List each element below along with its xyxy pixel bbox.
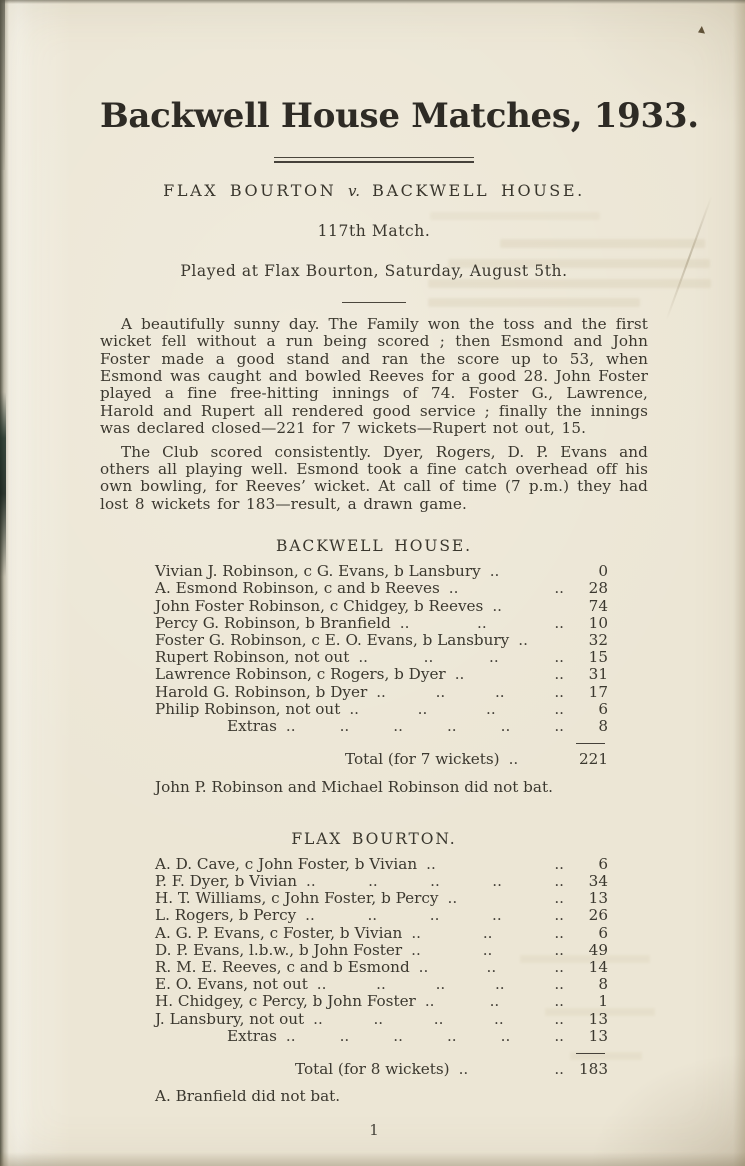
- batting-row: [155, 615, 608, 632]
- batsman-dismissal: John Foster Robinson, c Chidgey, b Reeves: [155, 596, 484, 615]
- batsman-dismissal: P. F. Dyer, b Vivian: [155, 871, 297, 890]
- paper-crease: [665, 196, 712, 321]
- binding-edge-shadow: [0, 0, 5, 170]
- dot-leaders: .. .. .. .. ..: [305, 907, 564, 925]
- batting-row: [155, 942, 608, 959]
- runs-value: 6: [598, 923, 608, 942]
- page-content: [100, 0, 699, 1140]
- batsman-dismissal: E. O. Evans, not out: [155, 975, 308, 994]
- batsman-dismissal: Philip Robinson, not out: [155, 699, 341, 718]
- runs-value: 17: [588, 682, 608, 701]
- team-heading: BACKWELL HOUSE.: [276, 537, 472, 556]
- did-not-bat-note: John P. Robinson and Michael Robinson did not bat.: [155, 777, 553, 796]
- batting-row: [155, 1028, 608, 1045]
- batsman-dismissal: Percy G. Robinson, b Branfield: [155, 613, 391, 632]
- runs-value: 13: [588, 1026, 608, 1045]
- dot-leaders: .. .. .. ..: [376, 683, 564, 701]
- total-row: [155, 1061, 608, 1078]
- short-rule: [342, 302, 406, 303]
- double-rule: [274, 157, 474, 163]
- batsman-dismissal: A. D. Cave, c John Foster, b Vivian: [155, 854, 418, 873]
- match-number-line: 117th Match.: [317, 221, 431, 240]
- batsman-dismissal: Extras: [227, 717, 277, 736]
- batting-row: [155, 580, 608, 597]
- batting-row: [155, 976, 608, 993]
- report-paragraph-2: The Club scored consistently. Dyer, Rogers, D. P. Evans and others all playing well. Esmond took a fine catch overhead off his own bowling, for Reeves’ wicket. At call of time (7 p.m.) they had lost 8 wickets for 183—result, a drawn game.: [100, 442, 648, 513]
- did-not-bat-note: A. Branfield did not bat.: [155, 1087, 341, 1106]
- runs-value: 6: [598, 854, 608, 873]
- dot-leaders: .. ..: [454, 666, 564, 684]
- total-label: Total (for 8 wickets): [295, 1059, 450, 1078]
- total-runs: 221: [579, 750, 608, 769]
- dot-leaders: ..: [508, 751, 519, 769]
- runs-value: 34: [588, 871, 608, 890]
- batting-row: [155, 856, 608, 873]
- runs-value: 8: [598, 975, 608, 994]
- dot-leaders: .. ..: [447, 890, 564, 908]
- page-number: 1: [369, 1121, 379, 1140]
- total-label: Total (for 7 wickets): [345, 750, 500, 769]
- dot-leaders: .. .. ..: [399, 614, 564, 632]
- batting-row: [155, 907, 608, 924]
- runs-value: 31: [588, 665, 608, 684]
- runs-value: 26: [588, 906, 608, 925]
- fixture-away-team: BACKWELL HOUSE.: [372, 180, 585, 200]
- batsman-dismissal: Extras: [227, 1026, 277, 1045]
- batting-row: [155, 666, 608, 683]
- page-title: Backwell House Matches, 1933.: [100, 96, 699, 136]
- batsman-dismissal: Vivian J. Robinson, c G. Evans, b Lansbury: [155, 562, 481, 581]
- dot-leaders: .. .. .. .. ..: [313, 1010, 564, 1028]
- runs-value: 49: [588, 940, 608, 959]
- batsman-dismissal: Rupert Robinson, not out: [155, 648, 350, 667]
- batsman-dismissal: Foster G. Robinson, c E. O. Evans, b Lansbury: [155, 631, 510, 650]
- runs-value: 74: [588, 596, 608, 615]
- dot-leaders: .. ..: [426, 855, 564, 873]
- batting-row: [155, 632, 608, 649]
- dot-leaders: .. .. .. ..: [349, 700, 564, 718]
- batsman-dismissal: H. Chidgey, c Percy, b John Foster: [155, 992, 416, 1011]
- dot-leaders: .. .. .. .. ..: [316, 976, 564, 994]
- batting-row: [155, 890, 608, 907]
- runs-value: 10: [588, 613, 608, 632]
- batting-row: [155, 993, 608, 1010]
- total-block: [155, 743, 608, 768]
- batting-row: [155, 873, 608, 890]
- dot-leaders: .. .. .. .. .. ..: [285, 718, 564, 736]
- total-block: [155, 1053, 608, 1078]
- batting-row: [155, 649, 608, 666]
- dot-leaders: .. .. .. .. .. ..: [285, 1027, 564, 1045]
- runs-value: 15: [588, 648, 608, 667]
- batsman-dismissal: A. G. P. Evans, c Foster, b Vivian: [155, 923, 403, 942]
- batsman-dismissal: D. P. Evans, l.b.w., b John Foster: [155, 940, 403, 959]
- runs-value: 1: [598, 992, 608, 1011]
- venue-line: Played at Flax Bourton, Saturday, August 5th.: [180, 261, 568, 280]
- batsman-dismissal: H. T. Williams, c John Foster, b Percy: [155, 889, 439, 908]
- runs-value: 28: [588, 579, 608, 598]
- runs-value: 32: [588, 631, 608, 650]
- batting-scorecard: [155, 563, 608, 735]
- runs-value: 6: [598, 699, 608, 718]
- batsman-dismissal: R. M. E. Reeves, c and b Esmond: [155, 957, 410, 976]
- batting-row: [155, 1011, 608, 1028]
- batsman-dismissal: Lawrence Robinson, c Rogers, b Dyer: [155, 665, 446, 684]
- dot-leaders: ..: [492, 597, 502, 615]
- dot-leaders: .. ..: [458, 1060, 564, 1078]
- batsman-dismissal: A. Esmond Robinson, c and b Reeves: [155, 579, 440, 598]
- dot-leaders: .. .. ..: [411, 941, 564, 959]
- total-rule: [576, 1053, 605, 1054]
- runs-value: 13: [588, 1009, 608, 1028]
- total-row: [155, 751, 608, 768]
- batsman-dismissal: J. Lansbury, not out: [155, 1009, 305, 1028]
- innings-backwell-house: [100, 537, 648, 795]
- fixture-home-team: FLAX BOURTON: [163, 180, 337, 200]
- dot-leaders: .. .. ..: [418, 958, 564, 976]
- batting-row: [155, 925, 608, 942]
- fixture-versus: v.: [348, 181, 361, 200]
- batting-row: [155, 598, 608, 615]
- runs-value: 8: [598, 717, 608, 736]
- batsman-dismissal: L. Rogers, b Percy: [155, 906, 297, 925]
- binding-edge-dark-green: [0, 392, 6, 577]
- batsman-dismissal: Harold G. Robinson, b Dyer: [155, 682, 368, 701]
- dot-leaders: .. .. .. .. ..: [306, 872, 564, 890]
- runs-value: 0: [598, 562, 608, 581]
- total-rule: [576, 743, 605, 744]
- dot-leaders: ..: [489, 563, 500, 581]
- batting-scorecard: [155, 856, 608, 1045]
- runs-value: 13: [588, 889, 608, 908]
- team-heading: FLAX BOURTON.: [291, 829, 457, 848]
- batting-row: [155, 701, 608, 718]
- runs-value: 14: [588, 957, 608, 976]
- dot-leaders: ..: [518, 632, 528, 650]
- batting-row: [155, 563, 608, 580]
- ink-speck: [698, 26, 705, 34]
- fixture-heading: [100, 181, 648, 200]
- dot-leaders: .. .. ..: [424, 993, 564, 1011]
- batting-row: [155, 718, 608, 735]
- dot-leaders: .. .. ..: [411, 924, 564, 942]
- dot-leaders: .. .. .. ..: [358, 649, 564, 667]
- total-runs: 183: [579, 1059, 608, 1078]
- innings-flax-bourton: [100, 830, 648, 1106]
- dot-leaders: .. ..: [448, 580, 564, 598]
- batting-row: [155, 959, 608, 976]
- report-paragraph-1: A beautifully sunny day. The Family won the toss and the first wicket fell without a run being scored ; then Esmond and John Foster made a good stand and ran the score up to 53, when Esmond was caught and bowled Reeves for a good 28. John Foster played a fine free-hitting innings of 74. Foster G., Lawrence, Harold and Rupert all rendered good service ; finally the innings was declared closed—221 for 7 wickets—Rupert not out, 15.: [100, 314, 648, 438]
- batting-row: [155, 684, 608, 701]
